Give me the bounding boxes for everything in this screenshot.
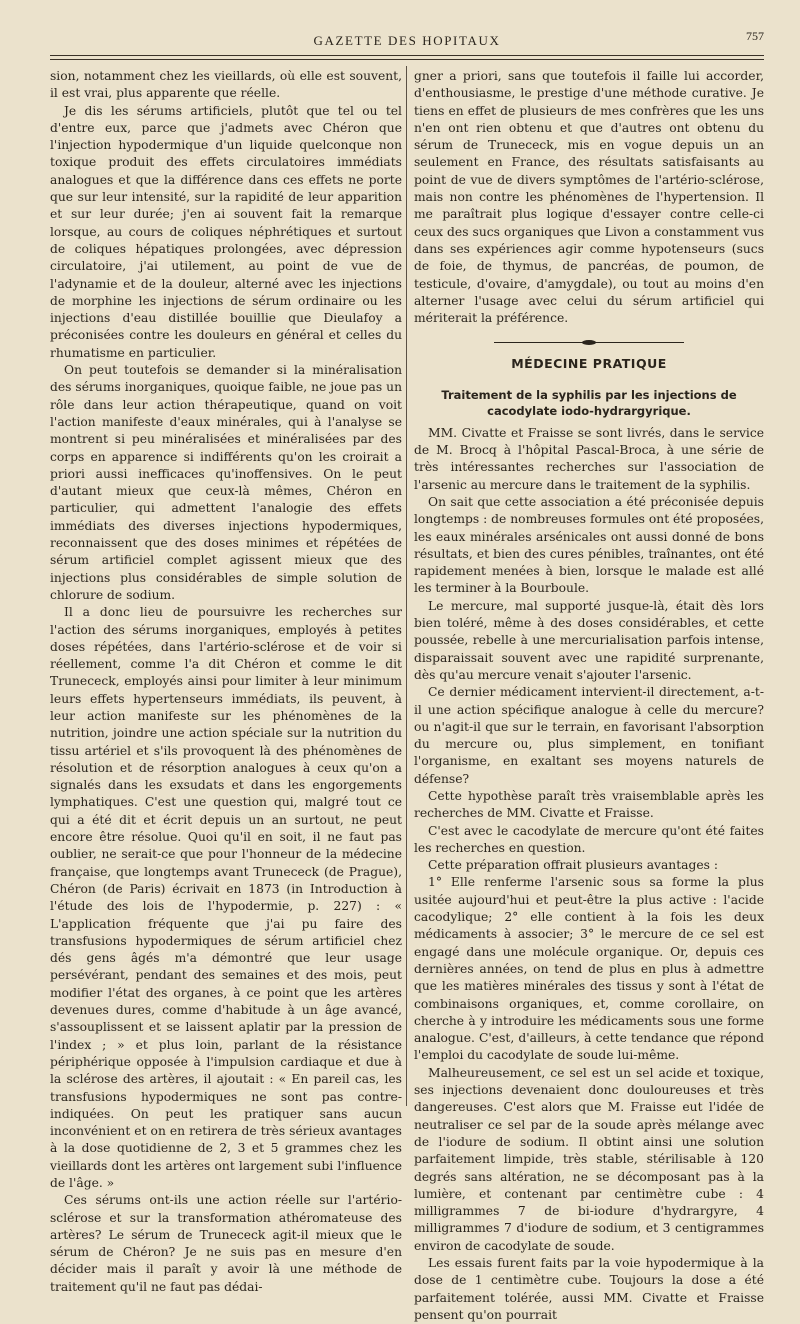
paragraph: Il a donc lieu de poursuivre les recherches sur l'action des sérums inorganiques, employés à petites doses répétées, dans l'artério-sclérose et de voir si réellement, comme l'a dit Chéron et comme le dit Trunececk, employés ainsi pour limiter à leur minimum leurs effets hypertenseurs immédiats, ils peuvent, à leur action manifeste sur les phénomènes de la nutrition, joindre une action spéciale sur la nutrition du tissu artériel et s'ils provoquent là des phénomènes de résolution et de résorption analogues à ceux qu'on a signalés dans les exsudats et dans les engorgements lymphatiques. C'est une question qui, malgré tout ce qui a été dit et écrit depuis un an surtout, ne peut encore être résolue. Quoi qu'il en soit, il ne faut pas oublier, ne serait-ce que pour l'honneur de la médecine française, que longtemps avant Trunececk (de Prague), Chéron (de Paris) écrivait en 1873 (in Introduction à l'étude des lois de l'hypodermie, p. 227) : « L'application fréquente que j'ai pu faire des transfusions hypodermiques de sérum artificiel chez dés gens âgés m'a démontré que leur usage persévérant, pendant des semaines et des mois, peut modifier l'état des organes, à ce point que les artères devenues dures, comme d'habitude à un âge avancé, s'assouplissent et se laissent aplatir par la pression de l'index ; » et plus loin, parlant de la résistance périphérique opposée à l'impulsion cardiaque et due à la sclérose des artères, il ajoutait : « En pareil cas, les transfusions hypodermiques ne sont pas contre-indiquées. On peut les pratiquer sans aucun inconvénient et on en retirera de très sérieux avantages à la dose quotidienne de 2, 3 et 5 grammes chez les vieillards dont les artères ont largement subi l'influence de l'âge. »: [50, 605, 402, 1190]
section-title: MÉDECINE PRATIQUE: [511, 356, 667, 372]
page-title: GAZETTE DES HOPITAUX: [313, 33, 501, 48]
column-divider: [406, 66, 407, 1106]
paragraph: Je dis les sérums artificiels, plutôt que tel ou tel d'entre eux, parce que j'admets avec Chéron que l'injection hypodermique d'un liquide quelconque non toxique produit des effets circulatoires immédiats analogues et que la différence dans ces effets ne porte que sur leur intensité, sur la rapidité de leur apparition et sur leur durée; j'en ai souvent fait la remarque lorsque, au cours de coliques néphrétiques et surtout de coliques hépatiques prolongées, avec dépression circulatoire, j'ai utilement, au point de vue de l'adynamie et de la douleur, alterné avec les injections de morphine les injections de sérum ordinaire ou les injections d'eau distillée bouillie que Dieulafoy a préconisées contre les douleurs en général et celles du rhumatisme en particulier.: [50, 103, 402, 360]
paragraph: Cette préparation offrait plusieurs avantages :: [428, 858, 719, 873]
article-title: Traitement de la syphilis par les injections de cacodylate iodo-hydrargyrique.: [441, 387, 737, 418]
left-column: [50, 68, 402, 1296]
paragraph: On sait que cette association a été préconisée depuis longtemps : de nombreuses formules ont été proposées, les eaux minérales arsénicales ont aussi donné de bons résultats, et bien des cures pénibles, traînantes, ont été rapidement menées à bien, lorsque le malade est allé les terminer à la Bourboule.: [414, 494, 764, 596]
page-number: 757: [746, 29, 764, 43]
section-separator: [414, 339, 764, 345]
paragraph: MM. Civatte et Fraisse se sont livrés, dans le service de M. Brocq à l'hôpital Pascal-Broca, à une série de très intéressantes recherches sur l'association de l'arsenic au mercure dans le traitement de la syphilis.: [414, 425, 764, 492]
paragraph: C'est avec le cacodylate de mercure qu'ont été faites les recherches en question.: [414, 823, 764, 855]
paragraph: Les essais furent faits par la voie hypodermique à la dose de 1 centimètre cube. Toujours la dose a été parfaitement tolérée, aussi MM. Civatte et Fraisse pensent qu'on pourrait: [414, 1256, 764, 1322]
paragraph: 1° Elle renferme l'arsenic sous sa forme la plus usitée aujourd'hui et peut-être la plus active : l'acide cacodylique; 2° elle contient à la fois les deux médicaments à associer; 3° le mercure de ce sel est engagé dans une molécule organique. Or, depuis ces dernières années, on tend de plus en plus à admettre que les matières minérales des tissus y sont à l'état de combinaisons organiques, et, comme corollaire, on cherche à y introduire les médicaments sous une forme analogue. C'est, d'ailleurs, à cette tendance que répond l'emploi du cacodylate de soude lui-même.: [414, 875, 764, 1063]
paragraph: Cette hypothèse paraît très vraisemblable après les recherches de MM. Civatte et Fraisse.: [414, 788, 764, 821]
right-column: [414, 68, 764, 1324]
paragraph: On peut toutefois se demander si la minéralisation des sérums inorganiques, quoique faible, ne joue pas un rôle dans leur action thérapeutique, quand on voit l'action manifeste d'eaux minérales, qui à l'analyse se montrent si peu minéralisées et minéralisées par des corps en apparence si indifférents qu'on les croirait a priori aussi inefficaces qu'inoffensives. On le peut d'autant mieux que ceux-là mêmes, Chéron en particulier, qui admettent l'analogie des effets immédiats des diverses injections hypodermiques, reconnaissent que des doses minimes et répétées de sérum artificiel complet agissent mieux que des injections plus considérables de simple solution de chlorure de sodium.: [50, 363, 402, 602]
paragraph: Malheureusement, ce sel est un sel acide et toxique, ses injections devenaient donc douloureuses et très dangereuses. C'est alors que M. Fraisse eut l'idée de neutraliser ce sel par de la soude après mélange avec de l'iodure de sodium. Il obtint ainsi une solution parfaitement limpide, très stable, stérilisable à 120 degrés sans altération, ne se décomposant pas à la lumière, et contenant par centimètre cube : 4 milligrammes 7 de bi-iodure d'hydrargyre, 4 milligrammes 7 d'iodure de sodium, et 3 centigrammes environ de cacodylate de soude.: [414, 1065, 764, 1253]
page-header: [50, 24, 764, 64]
paragraph: Ces sérums ont-ils une action réelle sur l'artério-sclérose et sur la transformation athéromateuse des artères? Le sérum de Trunececk agit-il mieux que le sérum de Chéron? Je ne suis pas en mesure d'en décider mais il paraît y avoir là une méthode de traitement qu'il ne faut pas dédai-: [50, 1193, 402, 1294]
header-rule-top: [50, 55, 764, 56]
header-rule-bottom: [50, 59, 764, 60]
paragraph: Le mercure, mal supporté jusque-là, était dès lors bien toléré, même à des doses considérables, et cette poussée, rebelle à une mercurialisation parfois intense, disparaissait souvent avec une rapidité surprenante, dès qu'au mercure venait s'ajouter l'arsenic.: [414, 598, 764, 682]
paragraph: sion, notamment chez les vieillards, où elle est souvent, il est vrai, plus apparente que réelle.: [50, 69, 402, 101]
paragraph: gner a priori, sans que toutefois il faille lui accorder, d'enthousiasme, le prestige d'une méthode curative. Je tiens en effet de plusieurs de mes confrères que les uns n'en ont rien obtenu et que d'autres ont obtenu du sérum de Trunececk, mis en vogue depuis un an seulement en France, des résultats satisfaisants au point de vue de divers symptômes de l'artério-sclérose, mais non contre les phénomènes de l'hypertension. Il me paraîtrait plus logique d'essayer contre celle-ci ceux des sucs organiques que Livon a constamment vus dans ses expériences agir comme hypotenseurs (sucs de foie, de thymus, de pancréas, de poumon, de testicule, d'ovaire, d'amygdale), ou tout au moins d'en alterner l'usage avec celui du sérum artificiel qui mériterait la préférence.: [414, 69, 764, 326]
paragraph: Ce dernier médicament intervient-il directement, a-t-il une action spécifique analogue à celle du mercure? ou n'agit-il que sur le terrain, en favorisant l'absorption du mercure ou, plus simplement, en tonifiant l'organisme, en exaltant ses moyens naturels de défense?: [414, 685, 764, 786]
